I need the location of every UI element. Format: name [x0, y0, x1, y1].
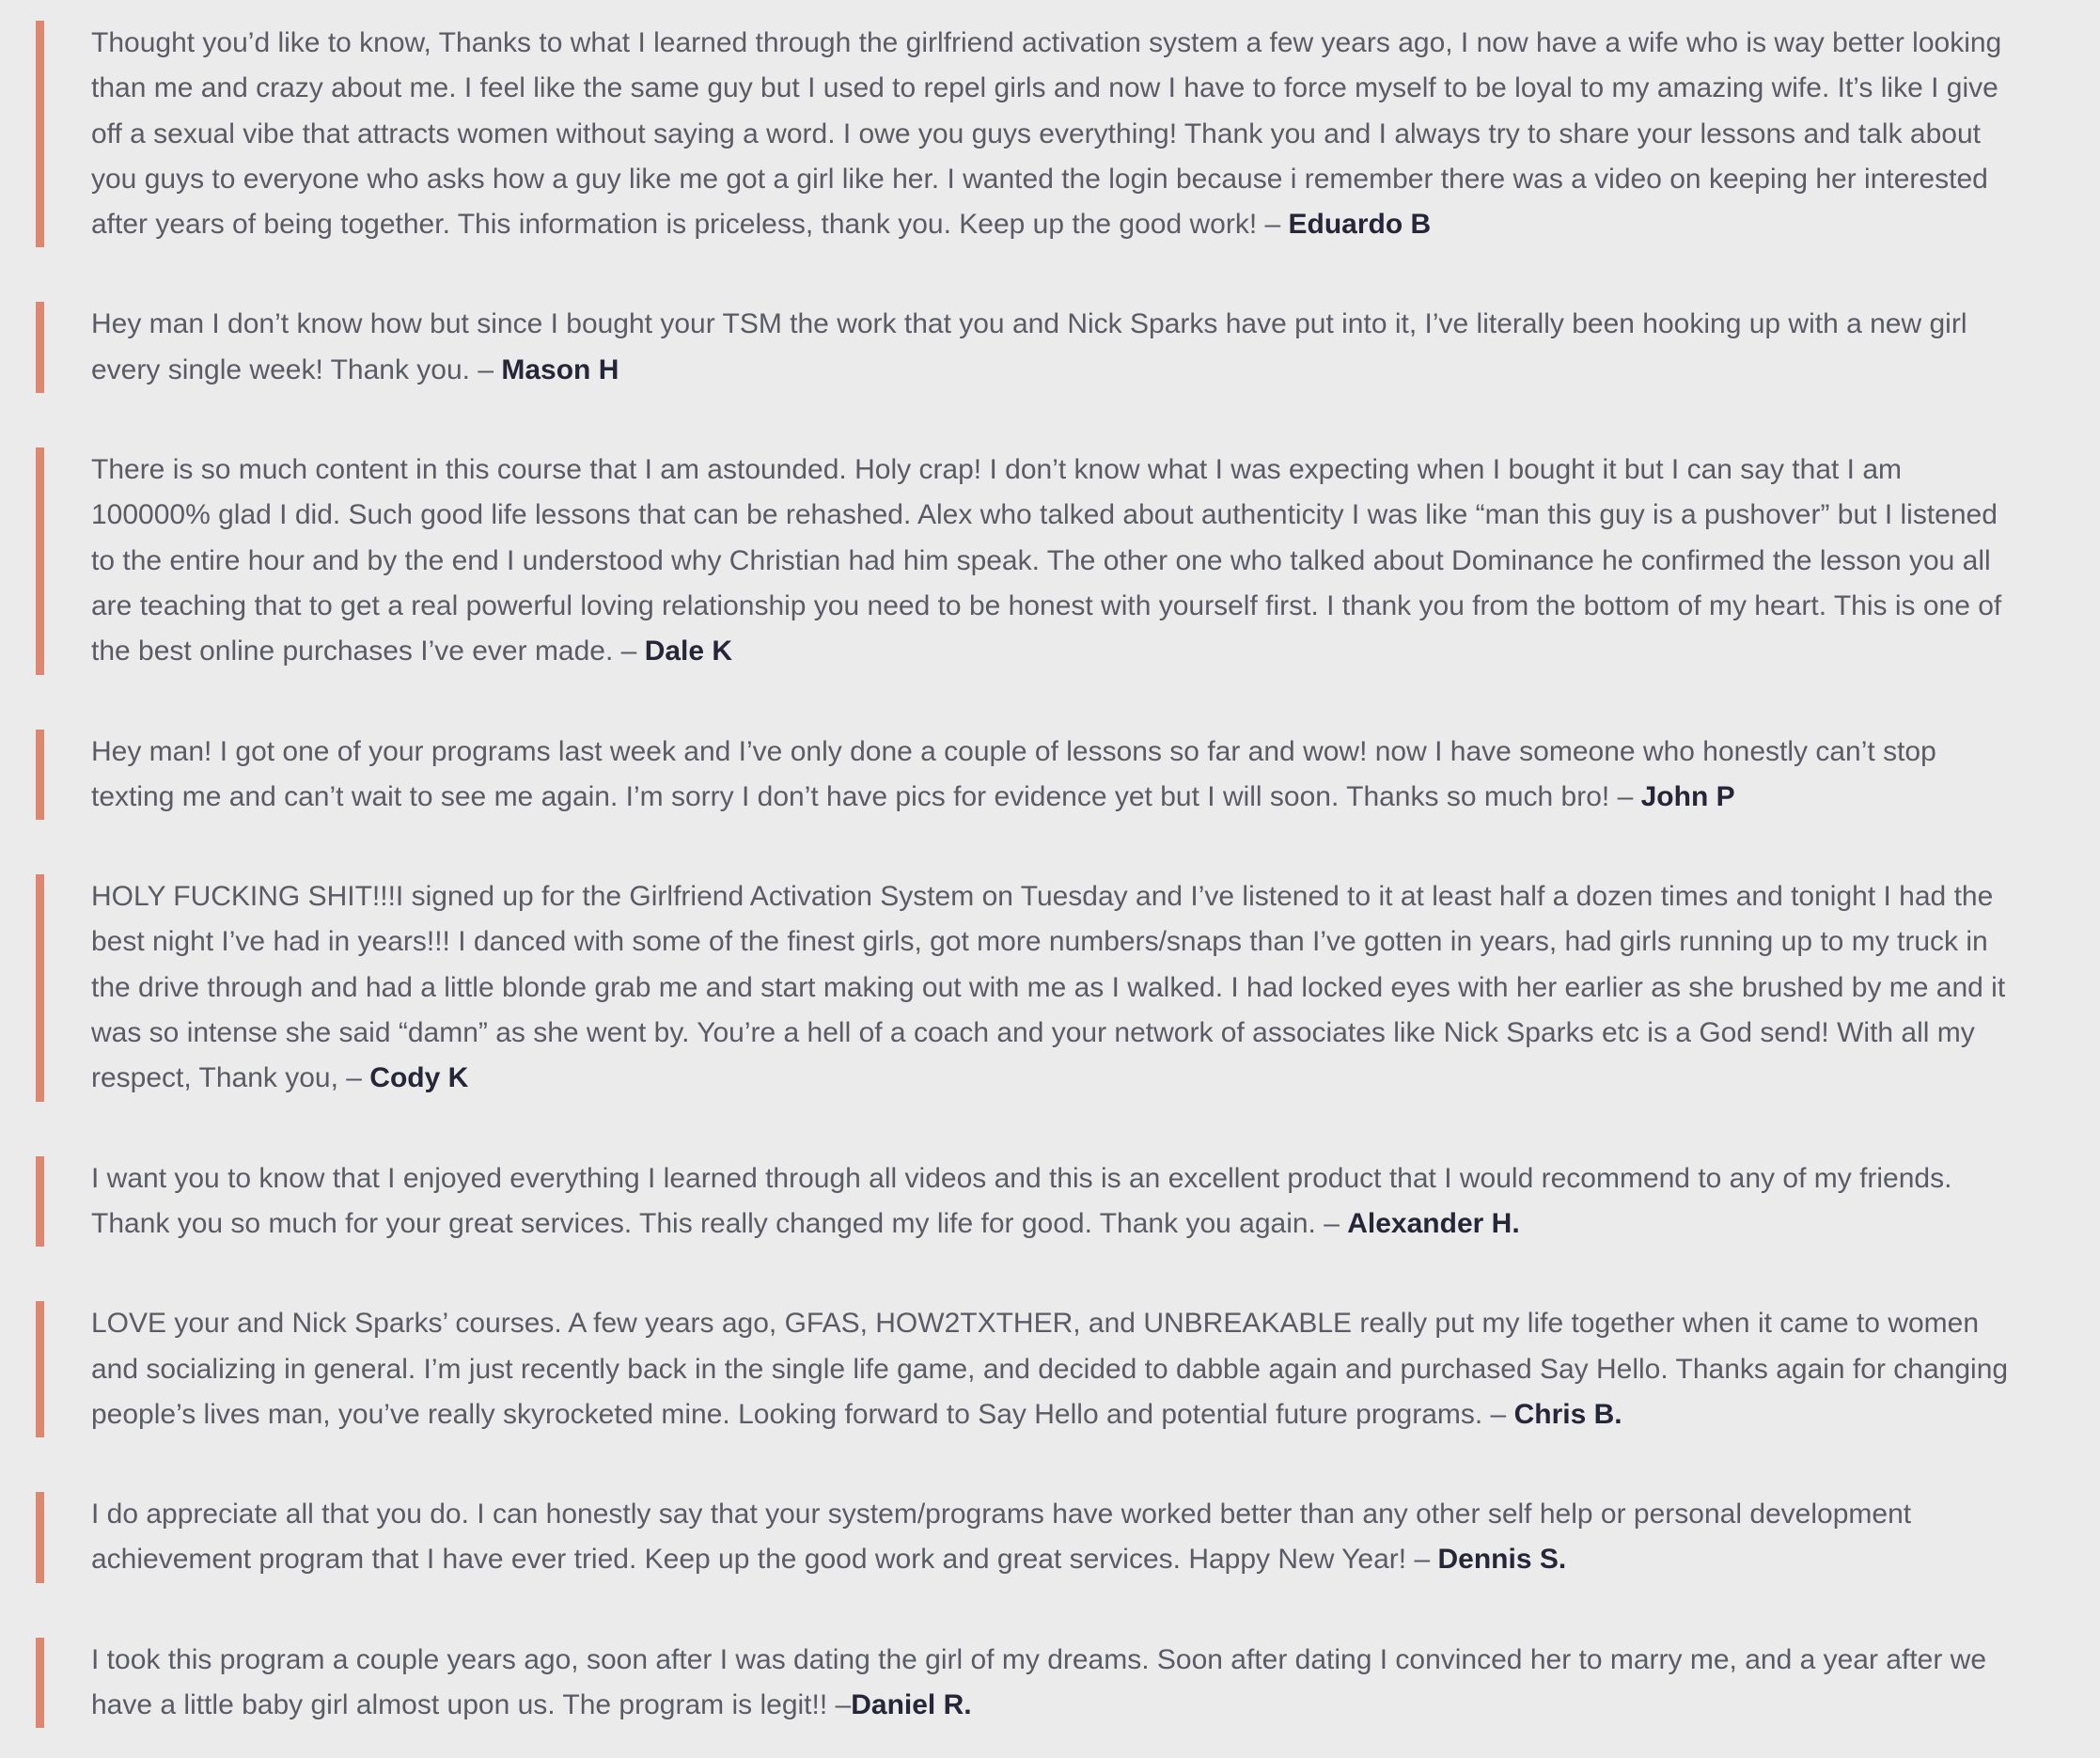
testimonial-text: Hey man I don’t know how but since I bought your TSM the work that you and Nick Sparks have put into it, I’ve literally been hooking up with a new girl every single week! Thank you.	[91, 308, 1967, 385]
testimonial-author: Mason H	[501, 353, 619, 385]
testimonial-quote	[36, 447, 2019, 674]
testimonial-separator: –	[1315, 1207, 1348, 1239]
testimonial-author: Cody K	[369, 1062, 469, 1094]
testimonial-author: Alexander H.	[1347, 1207, 1520, 1239]
testimonial-text: I do appreciate all that you do. I can honestly say that your system/programs have worked better than any other self help or personal development achievement program that I have ever tried. Keep up the good work and great services. Happy New Year!	[91, 1499, 1912, 1576]
testimonial-separator: –	[613, 636, 645, 667]
testimonial-text: I want you to know that I enjoyed everything I learned through all videos and this is an excellent product that I would recommend to any of my friends. Thank you so much for your great services. This really changed my life for good. Thank you again.	[91, 1162, 1952, 1239]
testimonial-author: Dale K	[644, 636, 733, 667]
testimonial-text: Hey man! I got one of your programs last week and I’ve only done a couple of lessons so far and wow! now I have someone who honestly can’t stop texting me and can’t wait to see me again. I’m sorry I don’t have pics for evidence yet but I will soon. Thanks so much bro!	[91, 735, 1936, 812]
testimonial-separator: –	[1406, 1544, 1438, 1576]
testimonial-author: Daniel R.	[851, 1689, 972, 1721]
testimonial-author: Eduardo B	[1288, 209, 1432, 241]
testimonial-quote	[36, 1301, 2019, 1437]
testimonial-text: Thought you’d like to know, Thanks to what I learned through the girlfriend activation system a few years ago, I now have a wife who is way better looking than me and crazy about me. I feel like the same guy but I used to repel girls and now I have to force myself to be loyal to my amazing wife. It’s like I give off a sexual vibe that attracts women without saying a word. I owe you guys everything! Thank you and I always try to share your lessons and talk about you guys to everyone who asks how a guy like me got a girl like her. I wanted the login because i remember there was a video on keeping her interested after years of being together. This information is priceless, thank you. Keep up the good work!	[91, 27, 2002, 241]
testimonial-separator: –	[470, 353, 502, 385]
testimonial-author: Dennis S.	[1437, 1544, 1567, 1576]
testimonial-quote	[36, 874, 2019, 1101]
testimonial-separator: –	[827, 1689, 852, 1721]
testimonial-author: Chris B.	[1513, 1398, 1622, 1430]
testimonial-quote	[36, 302, 2019, 393]
testimonial-separator: –	[1257, 209, 1289, 241]
testimonial-separator: –	[337, 1062, 370, 1094]
testimonial-text: LOVE your and Nick Sparks’ courses. A few years ago, GFAS, HOW2TXTHER, and UNBREAKABLE really put my life together when it came to women and socializing in general. I’m just recently back in the single life game, and decided to dabble again and purchased Say Hello. Thanks again for changing people’s lives man, you’ve really skyrocketed mine. Looking forward to Say Hello and potential future programs.	[91, 1308, 2009, 1430]
testimonial-separator: –	[1482, 1398, 1514, 1430]
testimonial-text: HOLY FUCKING SHIT!!!I signed up for the Girlfriend Activation System on Tuesday and I’ve listened to it at least half a dozen times and tonight I had the best night I’ve had in years!!! I danced with some of the finest girls, got more numbers/snaps than I’ve gotten in years, had girls running up to my truck in the drive through and had a little blonde grab me and start making out with me as I walked. I had locked eyes with her earlier as she brushed by me and it was so intense she said “damn” as she went by. You’re a hell of a coach and your network of associates like Nick Sparks etc is a God send! With all my respect, Thank you,	[91, 881, 2006, 1094]
testimonial-quote	[36, 1638, 2019, 1729]
testimonial-text: There is so much content in this course that I am astounded. Holy crap! I don’t know what I was expecting when I bought it but I can say that I am 100000% glad I did. Such good life lessons that can be rehashed. Alex who talked about authenticity I was like “man this guy is a pushover” but I listened to the entire hour and by the end I understood why Christian had him speak. The other one who talked about Dominance he confirmed the lesson you all are teaching that to get a real powerful loving relationship you need to be honest with yourself first. I thank you from the bottom of my heart. This is one of the best online purchases I’ve ever made.	[91, 454, 2002, 667]
testimonial-quote	[36, 730, 2019, 821]
testimonial-separator: –	[1609, 780, 1641, 812]
testimonial-text: I took this program a couple years ago, soon after I was dating the girl of my dreams. Soon after dating I convinced her to marry me, and a year after we have a little baby girl almost upon us. The program is legit!!	[91, 1643, 1987, 1721]
testimonial-quote	[36, 21, 2019, 247]
testimonial-quote	[36, 1156, 2019, 1248]
testimonial-author: John P	[1640, 780, 1735, 812]
testimonial-quote	[36, 1492, 2019, 1583]
